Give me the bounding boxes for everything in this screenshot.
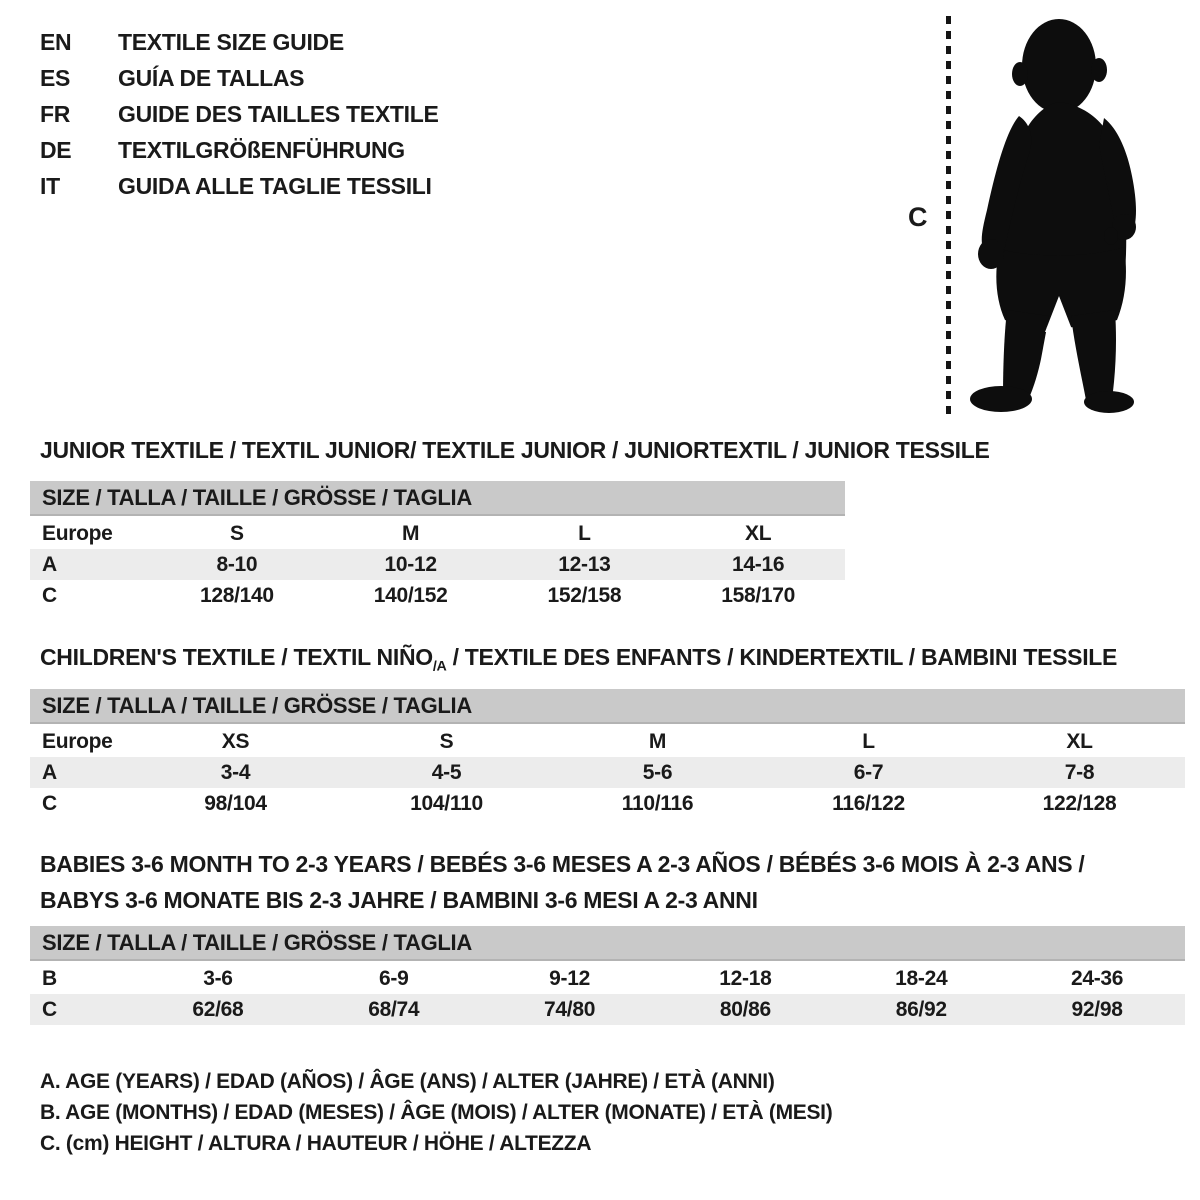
table-row-europe — [30, 726, 1185, 757]
cell: 80/86 — [719, 998, 771, 1021]
cell: 3-6 — [203, 967, 233, 990]
row-label: B — [42, 967, 57, 990]
size-header-bar: SIZE / TALLA / TAILLE / GRÖSSE / TAGLIA — [30, 689, 1185, 724]
table-row-height — [30, 580, 845, 611]
cell: XL — [1066, 730, 1093, 753]
cell: S — [439, 730, 454, 753]
cell: XS — [221, 730, 250, 753]
language-row-de — [40, 132, 439, 168]
cell: 152/158 — [547, 584, 622, 607]
cell: 116/122 — [832, 792, 905, 815]
height-measure-label: C — [908, 202, 928, 232]
cell: L — [578, 522, 591, 545]
size-header-bar: SIZE / TALLA / TAILLE / GRÖSSE / TAGLIA — [30, 481, 845, 516]
cell: 110/116 — [621, 792, 694, 815]
language-code: FR — [40, 101, 71, 127]
cell: S — [230, 522, 244, 545]
language-title: GUÍA DE TALLAS — [118, 65, 305, 91]
row-label: C — [42, 998, 57, 1021]
cell: 14-16 — [732, 553, 785, 576]
children-title-post: / TEXTILE DES ENFANTS / KINDERTEXTIL / BAMBINI TESSILE — [446, 644, 1118, 670]
language-row-es — [40, 60, 439, 96]
junior-size-table — [30, 481, 845, 611]
legend-line-c: C. (cm) HEIGHT / ALTURA / HAUTEUR / HÖHE / ALTEZZA — [40, 1132, 592, 1155]
language-code: IT — [40, 173, 60, 199]
language-title: GUIDA ALLE TAGLIE TESSILI — [118, 173, 432, 199]
cell: 18-24 — [895, 967, 948, 990]
legend — [40, 1066, 832, 1159]
cell: 74/80 — [544, 998, 596, 1021]
cell: 12-13 — [558, 553, 611, 576]
cell: 158/170 — [721, 584, 796, 607]
cell: 7-8 — [1064, 761, 1095, 784]
size-header-bar: SIZE / TALLA / TAILLE / GRÖSSE / TAGLIA — [30, 926, 1185, 961]
language-row-it — [40, 168, 439, 204]
language-row-en — [40, 24, 439, 60]
row-label: Europe — [42, 522, 113, 545]
children-title-subscript: /A — [432, 658, 447, 675]
cell: 122/128 — [1042, 792, 1117, 815]
legend-line-a: A. AGE (YEARS) / EDAD (AÑOS) / ÂGE (ANS) / ALTER (JAHRE) / ETÀ (ANNI) — [40, 1070, 775, 1093]
table-row-age — [30, 757, 1185, 788]
table-row-months — [30, 963, 1185, 994]
row-label: A — [42, 761, 57, 784]
cell: 24-36 — [1070, 967, 1124, 990]
table-row-height — [30, 994, 1185, 1025]
baby-silhouette-icon — [958, 14, 1190, 414]
junior-section-title: JUNIOR TEXTILE / TEXTIL JUNIOR/ TEXTILE JUNIOR / JUNIORTEXTIL / JUNIOR TESSILE — [40, 437, 990, 463]
cell: 86/92 — [895, 998, 947, 1021]
cell: XL — [745, 522, 772, 545]
row-label: Europe — [42, 730, 113, 753]
cell: 12-18 — [719, 967, 772, 990]
babies-section-title-line1: BABIES 3-6 MONTH TO 2-3 YEARS / BEBÉS 3-6 MESES A 2-3 AÑOS / BÉBÉS 3-6 MOIS À 2-3 ANS / — [40, 851, 1085, 877]
children-size-table — [30, 689, 1185, 819]
row-label: C — [42, 792, 57, 815]
language-code: ES — [40, 65, 71, 91]
cell: 98/104 — [204, 792, 267, 815]
table-row-height — [30, 788, 1185, 819]
cell: M — [402, 522, 420, 545]
cell: 104/110 — [410, 792, 483, 815]
row-label: A — [42, 553, 57, 576]
legend-line-b: B. AGE (MONTHS) / EDAD (MESES) / ÂGE (MOIS) / ALTER (MONATE) / ETÀ (MESI) — [40, 1101, 833, 1124]
cell: 8-10 — [216, 553, 258, 576]
children-section-title — [40, 644, 1117, 675]
babies-size-table — [30, 926, 1185, 1025]
table-row-europe — [30, 518, 845, 549]
language-list — [40, 24, 439, 204]
row-label: C — [42, 584, 57, 607]
cell: 128/140 — [199, 584, 274, 607]
cell: 6-7 — [853, 761, 884, 784]
children-title-pre: CHILDREN'S TEXTILE / TEXTIL NIÑO — [40, 644, 433, 670]
cell: 6-9 — [379, 967, 409, 990]
language-title: TEXTILGRÖßENFÜHRUNG — [118, 137, 405, 163]
cell: 3-4 — [220, 761, 251, 784]
cell: 140/152 — [373, 584, 448, 607]
baby-height-figure — [900, 0, 1200, 430]
cell: L — [862, 730, 875, 753]
table-row-age — [30, 549, 845, 580]
cell: 68/74 — [368, 998, 420, 1021]
cell: 92/98 — [1071, 998, 1123, 1021]
cell: 5-6 — [642, 761, 673, 784]
language-title: GUIDE DES TAILLES TEXTILE — [118, 101, 439, 127]
cell: 9-12 — [549, 967, 590, 990]
cell: 62/68 — [192, 998, 244, 1021]
babies-section-title-line2: BABYS 3-6 MONATE BIS 2-3 JAHRE / BAMBINI 3-6 MESI A 2-3 ANNI — [40, 887, 758, 913]
cell: 4-5 — [431, 761, 462, 784]
language-code: EN — [40, 29, 72, 55]
height-measure-dashed-line — [946, 16, 951, 414]
cell: 10-12 — [384, 553, 437, 576]
language-title: TEXTILE SIZE GUIDE — [118, 29, 344, 55]
cell: M — [648, 730, 667, 753]
language-code: DE — [40, 137, 72, 163]
language-row-fr — [40, 96, 439, 132]
